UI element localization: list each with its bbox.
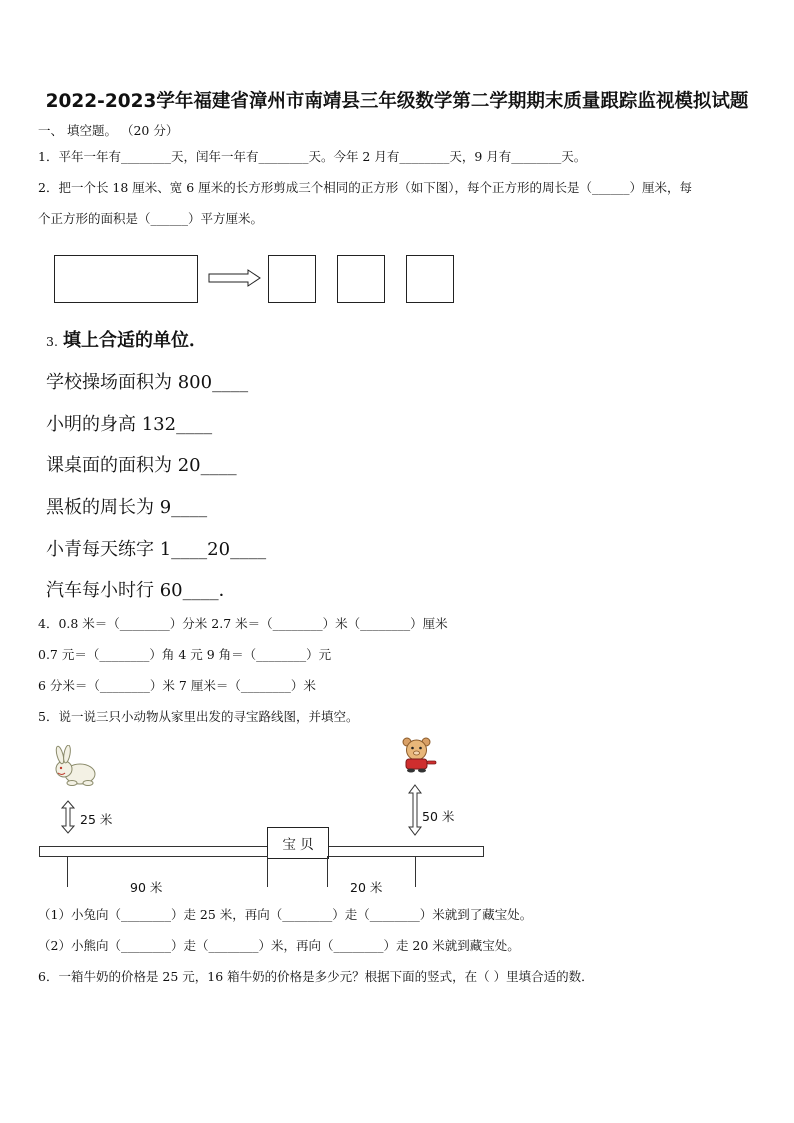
square-figure-1 bbox=[268, 255, 316, 303]
rabbit-icon bbox=[50, 745, 98, 787]
treasure-label: 宝 贝 bbox=[282, 837, 314, 853]
question-4-row-1: 4．0.8 米＝（________）分米 2.7 米＝（________）米（________）厘米 bbox=[38, 616, 448, 631]
tick-treasure-left bbox=[267, 856, 268, 887]
question-4-row-3: 6 分米＝（________）米 7 厘米＝（________）米 bbox=[38, 678, 316, 693]
question-5-sub-1: （1）小兔向（________）走 25 米，再向（________）走（________）米就到了藏宝处。 bbox=[38, 907, 533, 922]
question-3-number: 3. bbox=[46, 334, 58, 349]
rectangle-figure bbox=[54, 255, 198, 303]
rabbit-distance-label: 25 米 bbox=[80, 812, 113, 827]
question-5: 5．说一说三只小动物从家里出发的寻宝路线图，并填空。 bbox=[38, 709, 359, 724]
tick-treasure-right bbox=[327, 856, 328, 887]
road-bar bbox=[39, 846, 484, 857]
question-1: 1．平年一年有________天，闰年一年有________天。今年 2 月有________天，9 月有________天。 bbox=[38, 149, 587, 164]
question-4-row-2: 0.7 元＝（________）角 4 元 9 角＝（________）元 bbox=[38, 647, 332, 662]
question-6: 6．一箱牛奶的价格是 25 元，16 箱牛奶的价格是多少元？根据下面的竖式，在（ ）里填合适的数． bbox=[38, 969, 594, 984]
unit-item-3: 课桌面的面积为 20____ bbox=[46, 455, 237, 476]
unit-item-4: 黑板的周长为 9____ bbox=[46, 497, 208, 518]
distance-90-label: 90 米 bbox=[130, 880, 163, 895]
right-arrow-icon bbox=[208, 268, 262, 288]
unit-item-2: 小明的身高 132____ bbox=[46, 414, 213, 435]
unit-item-1: 学校操场面积为 800____ bbox=[46, 372, 249, 393]
question-2-line-2: 个正方形的面积是（______）平方厘米。 bbox=[38, 211, 264, 226]
question-3-heading bbox=[46, 326, 207, 352]
treasure-box bbox=[267, 827, 329, 859]
bear-icon bbox=[398, 737, 438, 773]
unit-item-6: 汽车每小时行 60____． bbox=[46, 580, 237, 601]
question-2-line-1: 2．把一个长 18 厘米、宽 6 厘米的长方形剪成三个相同的正方形（如下图），每个正方形的周长是（______）厘米，每 bbox=[38, 180, 692, 195]
bear-distance-label: 50 米 bbox=[422, 809, 455, 824]
tick-bear bbox=[415, 856, 416, 887]
unit-item-5: 小青每天练字 1____20____ bbox=[46, 539, 267, 560]
section-heading: 一、 填空题。 （20 分） bbox=[38, 123, 179, 138]
distance-20-label: 20 米 bbox=[350, 880, 383, 895]
question-3-title: 填上合适的单位． bbox=[63, 330, 208, 351]
rabbit-distance-arrow bbox=[61, 800, 75, 834]
page-title: 2022-2023学年福建省漳州市南靖县三年级数学第二学期期末质量跟踪监视模拟试题 bbox=[45, 91, 749, 112]
tick-rabbit bbox=[67, 856, 68, 887]
square-figure-2 bbox=[337, 255, 385, 303]
bear-distance-arrow bbox=[408, 784, 422, 836]
question-5-sub-2: （2）小熊向（________）走（________）米，再向（________）走 20 米就到藏宝处。 bbox=[38, 938, 520, 953]
square-figure-3 bbox=[406, 255, 454, 303]
